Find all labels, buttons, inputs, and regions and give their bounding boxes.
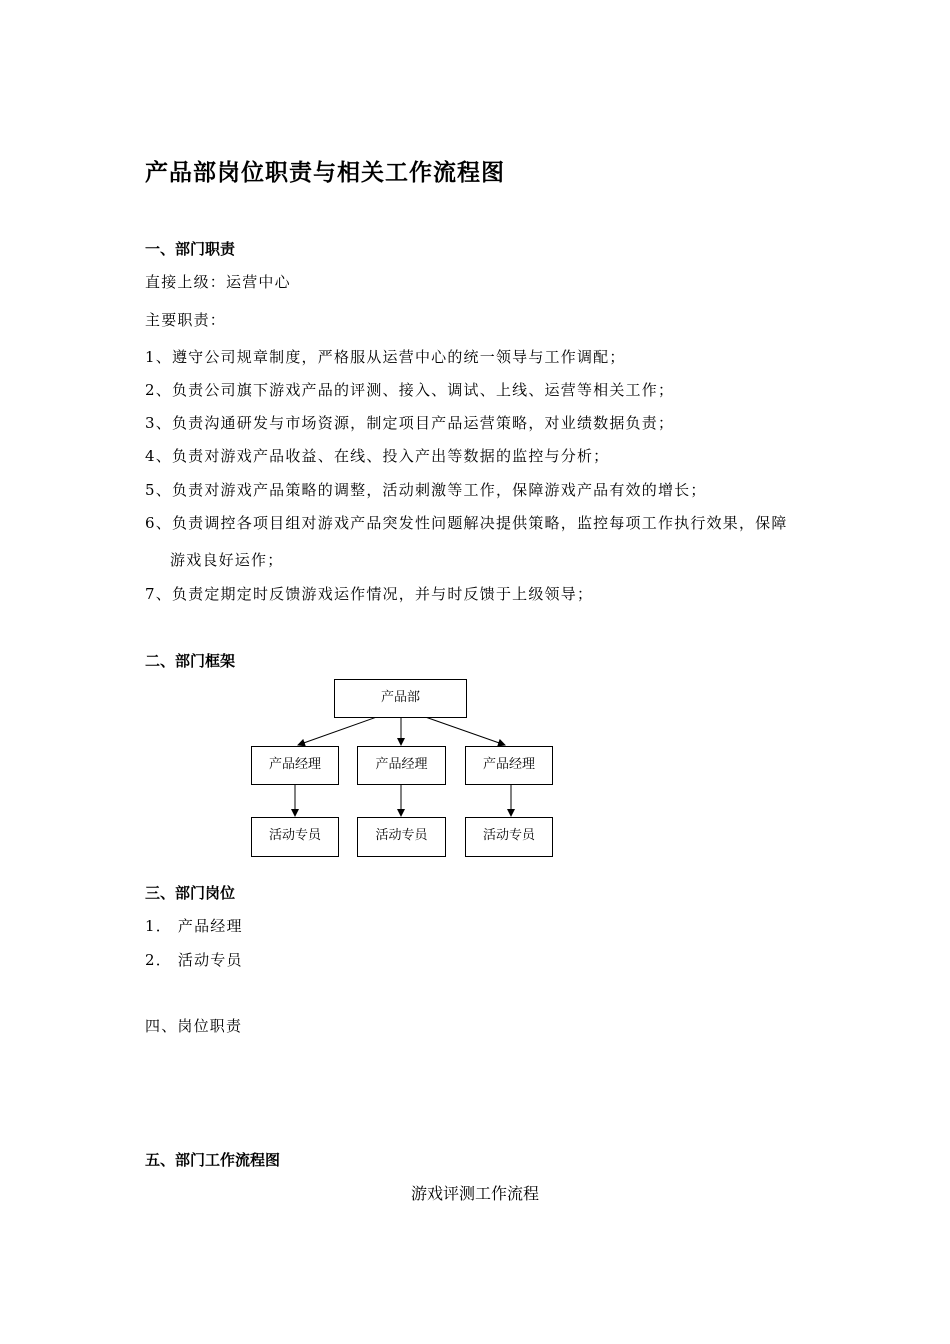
duty-item-4: 4、负责对游戏产品收益、在线、投入产出等数据的监控与分析； <box>145 447 610 465</box>
org-node-root <box>334 679 467 718</box>
org-node-specialist-1 <box>251 817 339 857</box>
org-node-specialist-3-label: 活动专员 <box>482 828 535 843</box>
org-node-specialist-3 <box>465 817 553 857</box>
org-node-manager-2-label: 产品经理 <box>375 757 428 772</box>
position-item-2: 2． 活动专员 <box>145 951 243 969</box>
org-node-manager-3-label: 产品经理 <box>482 757 535 772</box>
org-node-manager-1 <box>251 746 339 785</box>
duty-item-6-continued: 游戏良好运作； <box>170 551 284 569</box>
section-5-heading: 五、部门工作流程图 <box>145 1151 281 1169</box>
duties-label: 主要职责： <box>145 311 227 329</box>
page-title: 产品部岗位职责与相关工作流程图 <box>145 159 505 186</box>
duty-item-6: 6、负责调控各项目组对游戏产品突发性问题解决提供策略，监控每项工作执行效果，保障 <box>145 514 788 532</box>
org-node-specialist-2 <box>357 817 446 857</box>
org-node-specialist-2-label: 活动专员 <box>375 828 428 843</box>
position-item-1: 1． 产品经理 <box>145 917 243 935</box>
duty-item-5: 5、负责对游戏产品策略的调整，活动刺激等工作，保障游戏产品有效的增长； <box>145 481 707 499</box>
org-node-manager-3 <box>465 746 553 785</box>
org-node-root-label: 产品部 <box>380 690 420 705</box>
duty-item-2: 2、负责公司旗下游戏产品的评测、接入、调试、上线、运营等相关工作； <box>145 381 675 399</box>
section-3-heading: 三、部门岗位 <box>145 884 236 902</box>
duty-item-7: 7、负责定期定时反馈游戏运作情况，并与时反馈于上级领导； <box>145 585 594 603</box>
duty-item-3: 3、负责沟通研发与市场资源，制定项目产品运营策略，对业绩数据负责； <box>145 414 675 432</box>
duty-item-1: 1、遵守公司规章制度，严格服从运营中心的统一领导与工作调配； <box>145 348 626 366</box>
section-2-heading: 二、部门框架 <box>145 652 236 670</box>
org-node-manager-1-label: 产品经理 <box>268 757 321 772</box>
flow-title: 游戏评测工作流程 <box>410 1184 539 1203</box>
superior-line: 直接上级：运营中心 <box>145 273 291 291</box>
section-4-heading: 四、岗位职责 <box>145 1017 243 1035</box>
org-node-manager-2 <box>357 746 446 785</box>
org-node-specialist-1-label: 活动专员 <box>268 828 321 843</box>
section-1-heading: 一、部门职责 <box>145 240 236 258</box>
